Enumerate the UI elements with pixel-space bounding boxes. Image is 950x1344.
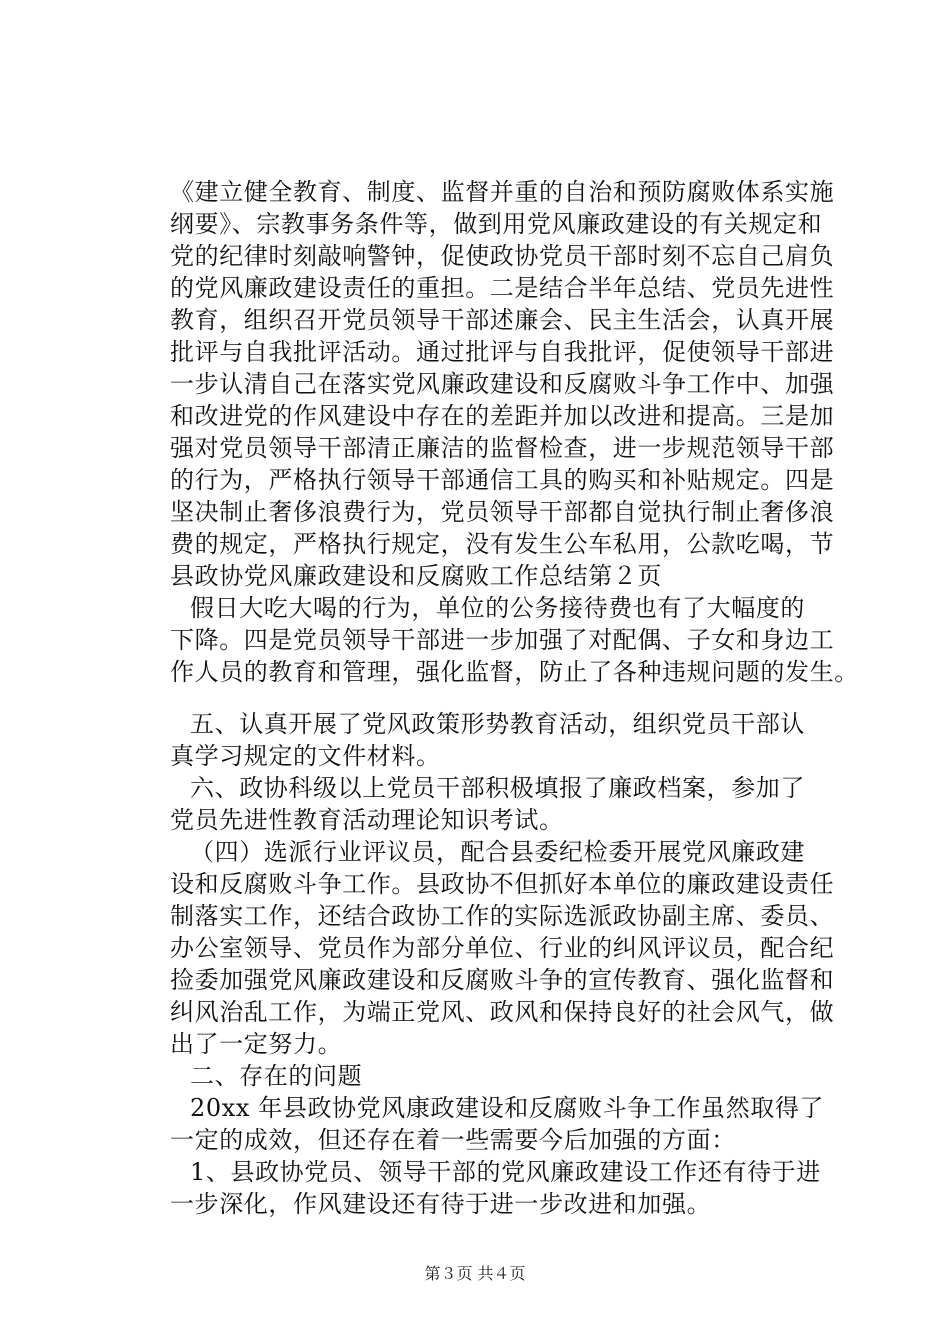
page-title-line: 县政协党风廉政建设和反腐败工作总结第２页: [170, 562, 662, 590]
section-heading: 二、存在的问题: [190, 1062, 363, 1090]
body-line: 《建立健全教育、制度、监督并重的自治和预防腐败体系实施: [170, 178, 835, 206]
body-line: 党员先进性教育活动理论知识考试。: [170, 806, 564, 834]
body-line: 强对党员领导干部清正廉洁的监督检查，进一步规范领导干部: [170, 434, 835, 462]
paragraph-gap: [170, 688, 850, 708]
body-line: 1、县政协党员、领导干部的党风廉政建设工作还有待于进: [190, 1158, 821, 1186]
body-line: 费的规定，严格执行规定，没有发生公车私用，公款吃喝，节: [170, 530, 835, 558]
body-line: 坚决制止奢侈浪费行为，党员领导干部都自觉执行制止奢侈浪: [170, 498, 835, 526]
body-line: 的行为，严格执行领导干部通信工具的购买和补贴规定。四是: [170, 466, 835, 494]
body-line: 假日大吃大喝的行为，单位的公务接待费也有了大幅度的: [190, 594, 805, 622]
body-line: 捡委加强党风廉政建设和反腐败斗争的宣传教育、强化监督和: [170, 966, 835, 994]
body-line: 真学习规定的文件材料。: [170, 742, 441, 770]
document-body: [170, 176, 859, 1220]
body-line: 纲要》、宗教事务条件等，做到用党风廉政建设的有关规定和: [170, 210, 823, 238]
body-line: 五、认真开展了党风政策形势教育活动，组织党员干部认: [190, 710, 805, 738]
body-line: 批评与自我批评活动。通过批评与自我批评，促使领导干部进: [170, 338, 835, 366]
body-line: 出了一定努力。: [170, 1030, 343, 1058]
body-line: 教育，组织召开党员领导干部述廉会、民主生活会，认真开展: [170, 306, 835, 334]
body-line: 制落实工作，还结合政协工作的实际选派政协副主席、委员、: [170, 902, 835, 930]
body-line: （四）选派行业评议员，配合县委纪检委开展党风廉政建: [190, 838, 805, 866]
body-line: 一步认清自己在落实党风廉政建设和反腐败斗争工作中、加强: [170, 370, 835, 398]
body-line: 下降。四是党员领导干部进一步加强了对配偶、子女和身边工: [170, 626, 835, 654]
body-line: 一定的成效，但还存在着一些需要今后加强的方面：: [170, 1126, 736, 1154]
body-line: 六、政协科级以上党员干部积极填报了廉政档案，参加了: [190, 774, 805, 802]
body-line: 20xx 年县政协党风康政建设和反腐败斗争工作虽然取得了: [190, 1094, 825, 1122]
body-line: 一步深化，作风建设还有待于进一步改进和加强。: [170, 1190, 712, 1218]
body-line: 的党风廉政建设责任的重担。二是结合半年总结、党员先进性: [170, 274, 835, 302]
body-line: 办公室领导、党员作为部分单位、行业的纠风评议员，配合纪: [170, 934, 835, 962]
page-number: 第３页 共４页: [424, 1264, 526, 1283]
body-line: 设和反腐败斗争工作。县政协不但抓好本单位的廉政建设责任: [170, 870, 835, 898]
body-line: 作人员的教育和管理，强化监督，防止了各种违规问题的发生。: [170, 658, 859, 686]
body-line: 和改进党的作风建设中存在的差距并加以改进和提高。三是加: [170, 402, 835, 430]
body-line: 党的纪律时刻敲响警钟，促使政协党员干部时刻不忘自己肩负: [170, 242, 835, 270]
body-line: 纠风治乱工作，为端正党风、政风和保持良好的社会风气，做: [170, 998, 835, 1026]
